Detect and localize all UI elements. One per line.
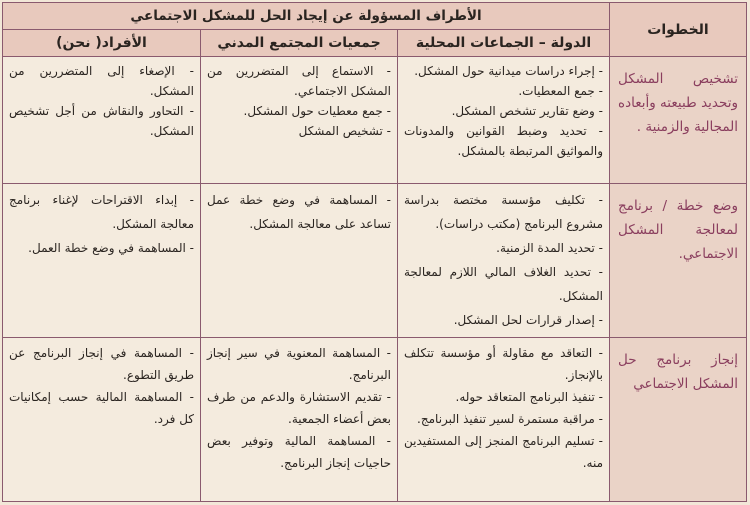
list-item: - تحديد المدة الزمنية. — [496, 241, 603, 255]
list-item: - تقديم الاستشارة والدعم من طرف بعض أعضاء الجمعية. — [207, 390, 391, 426]
list-item: - التعاقد مع مقاولة أو مؤسسة تتكلف بالإنجاز. — [404, 346, 603, 382]
individuals-cell — [3, 184, 201, 338]
list-item: - تحديد الغلاف المالي اللازم لمعالجة المشكل. — [404, 265, 603, 303]
table-row — [3, 338, 747, 502]
individuals-cell — [3, 338, 201, 502]
civil-society-cell — [201, 184, 398, 338]
responsibilities-table — [2, 2, 747, 502]
civil-society-cell — [201, 338, 398, 502]
list-item: - جمع المعطيات. — [518, 84, 603, 98]
step-implementation: إنجاز برنامج حل المشكل الاجتماعي — [610, 338, 747, 502]
list-item: - المساهمة المعنوية في سير إنجاز البرنامج. — [207, 346, 391, 382]
state-cell — [398, 184, 610, 338]
table-row — [3, 184, 747, 338]
individuals-cell — [3, 57, 201, 184]
list-item: - إجراء دراسات ميدانية حول المشكل. — [414, 64, 603, 78]
table-row — [3, 57, 747, 184]
list-item: - المساهمة المالية حسب إمكانيات كل فرد. — [9, 390, 194, 426]
individuals-column-header: الأفراد( نحن) — [3, 30, 201, 57]
steps-header: الخطوات — [610, 3, 747, 57]
list-item: - تشخيص المشكل — [298, 124, 391, 138]
list-item: - مراقبة مستمرة لسير تنفيذ البرنامج. — [417, 412, 603, 426]
state-cell — [398, 57, 610, 184]
civil-society-column-header: جمعيات المجتمع المدني — [201, 30, 398, 57]
list-item: - المساهمة المالية وتوفير بعض حاجيات إنجاز البرنامج. — [207, 434, 391, 470]
list-item: - المساهمة في إنجاز البرنامج عن طريق التطوع. — [9, 346, 194, 382]
list-item: - إبداء الاقتراحات لإغناء برنامج معالجة المشكل. — [9, 193, 194, 231]
parties-header: الأطراف المسؤولة عن إيجاد الحل للمشكل الاجتماعي — [3, 3, 610, 30]
list-item: - الاستماع إلى المتضررين من المشكل الاجتماعي. — [207, 64, 391, 98]
list-item: - جمع معطيات حول المشكل. — [243, 104, 391, 118]
list-item: - تسليم البرنامج المنجز إلى المستفيدين منه. — [404, 434, 603, 470]
step-diagnosis: تشخيص المشكل وتحديد طبيعته وأبعاده المجالية والزمنية . — [610, 57, 747, 184]
list-item: - تكليف مؤسسة مختصة بدراسة مشروع البرنامج (مكتب دراسات). — [404, 193, 603, 231]
state-cell — [398, 338, 610, 502]
list-item: - المساهمة في وضع خطة العمل. — [28, 241, 194, 255]
list-item: - الإصغاء إلى المتضررين من المشكل. — [9, 64, 194, 98]
state-column-header: الدولة – الجماعات المحلية — [398, 30, 610, 57]
list-item: - المساهمة في وضع خطة عمل تساعد على معالجة المشكل. — [207, 193, 391, 231]
list-item: - تنفيذ البرنامج المتعاقد حوله. — [455, 390, 603, 404]
list-item: - التحاور والنقاش من أجل تشخيص المشكل. — [9, 104, 194, 138]
list-item: - وضع تقارير تشخص المشكل. — [451, 104, 603, 118]
list-item: - تحديد وضبط القوانين والمدونات والمواثيق المرتبطة بالمشكل. — [404, 124, 603, 158]
list-item: - إصدار قرارات لحل المشكل. — [453, 313, 603, 327]
civil-society-cell — [201, 57, 398, 184]
step-plan: وضع خطة / برنامج لمعالجة المشكل الاجتماعي. — [610, 184, 747, 338]
